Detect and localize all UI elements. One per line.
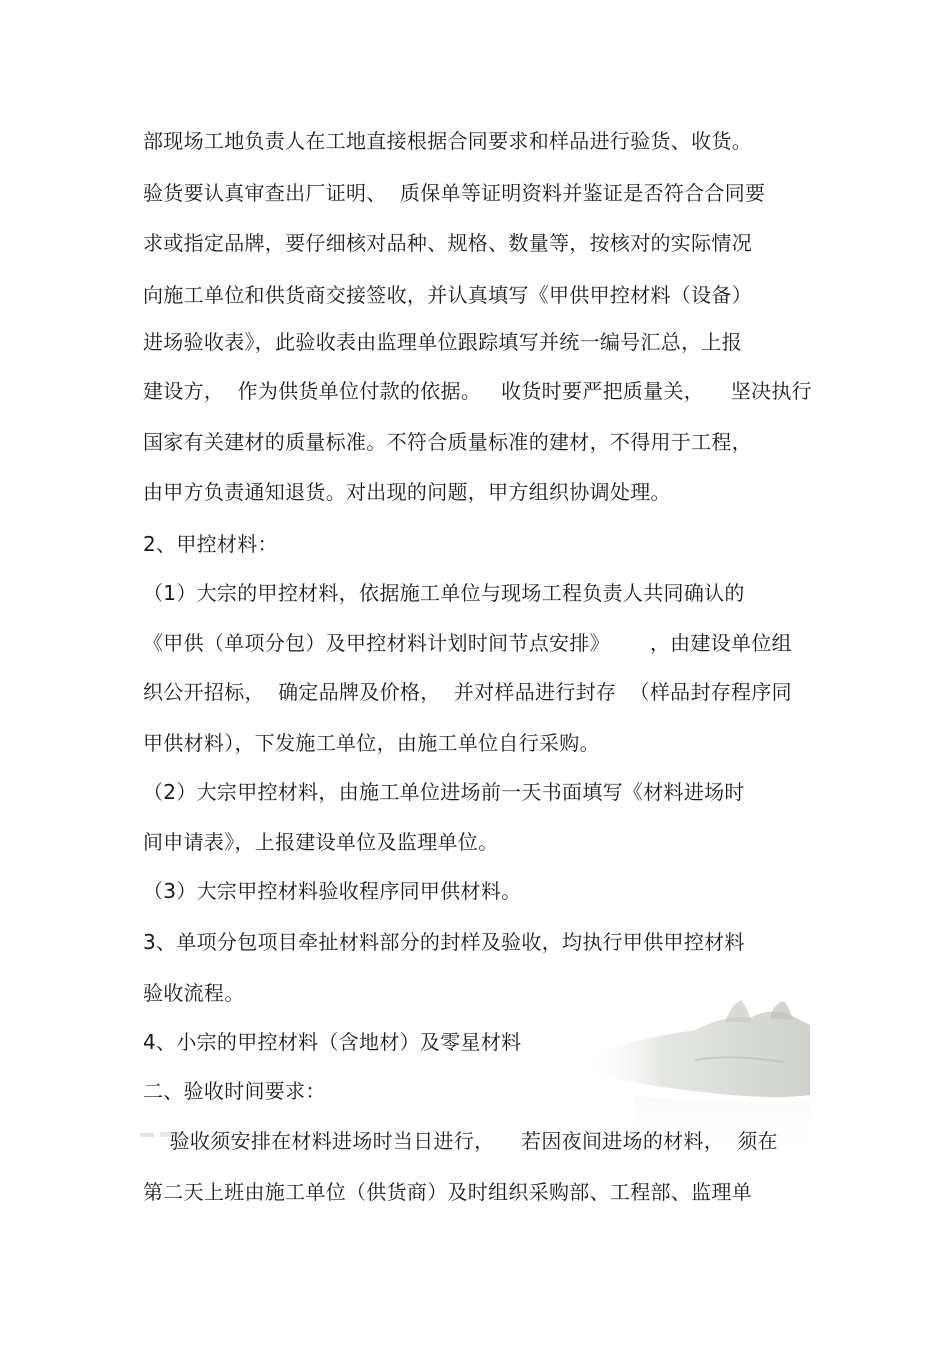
section-heading: 2、甲控材料： [143,532,278,556]
text-line: 建设方， 作为供货单位付款的依据。 收货时要严把质量关， 坚决执行 [143,379,812,403]
text-line: 《甲供（单项分包）及甲控材料计划时间节点安排》 ，由建设单位组 [143,631,792,655]
text-line: 第二天上班由施工单位（供货商）及时组织采购部、工程部、监理单 [143,1180,752,1204]
text-line: （1）大宗的甲控材料，依据施工单位与现场工程负责人共同确认的 [143,581,745,605]
text-line: 验收须安排在材料进场时当日进行， 若因夜间进场的材料， 须在 [143,1129,778,1153]
text-line: 向施工单位和供货商交接签收，并认真填写《甲供甲控材料（设备） [143,283,752,307]
text-line: 4、小宗的甲控材料（含地材）及零星材料 [143,1030,522,1054]
text-line: 甲供材料），下发施工单位，由施工单位自行采购。 [143,731,600,755]
text-line: 由甲方负责通知退货。对出现的问题，甲方组织协调处理。 [143,480,671,504]
text-line: 3、单项分包项目牵扯材料部分的封样及验收，均执行甲供甲控材料 [143,930,745,954]
text-line: 国家有关建材的质量标准。不符合质量标准的建材，不得用于工程， [143,430,752,454]
text-line: 进场验收表》，此验收表由监理单位跟踪填写并统一编号汇总，上报 [143,330,742,354]
text-line: （3）大宗甲控材料验收程序同甲供材料。 [143,879,522,903]
text-line: 求或指定品牌，要仔细核对品种、规格、数量等，按核对的实际情况 [143,231,752,255]
text-line: 验货要认真审查出厂证明、 质保单等证明资料并鉴证是否符合合同要 [143,181,766,205]
text-line: 验收流程。 [143,981,245,1005]
text-line: （2）大宗甲控材料，由施工单位进场前一天书面填写《材料进场时 [143,780,745,804]
section-heading: 二、验收时间要求： [143,1079,326,1103]
text-line: 织公开招标， 确定品牌及价格， 并对样品进行封存 （样品封存程序同 [143,680,792,704]
text-line: 间申请表》，上报建设单位及监理单位。 [143,830,499,854]
text-line: 部现场工地负责人在工地直接根据合同要求和样品进行验货、收货。 [143,129,752,153]
